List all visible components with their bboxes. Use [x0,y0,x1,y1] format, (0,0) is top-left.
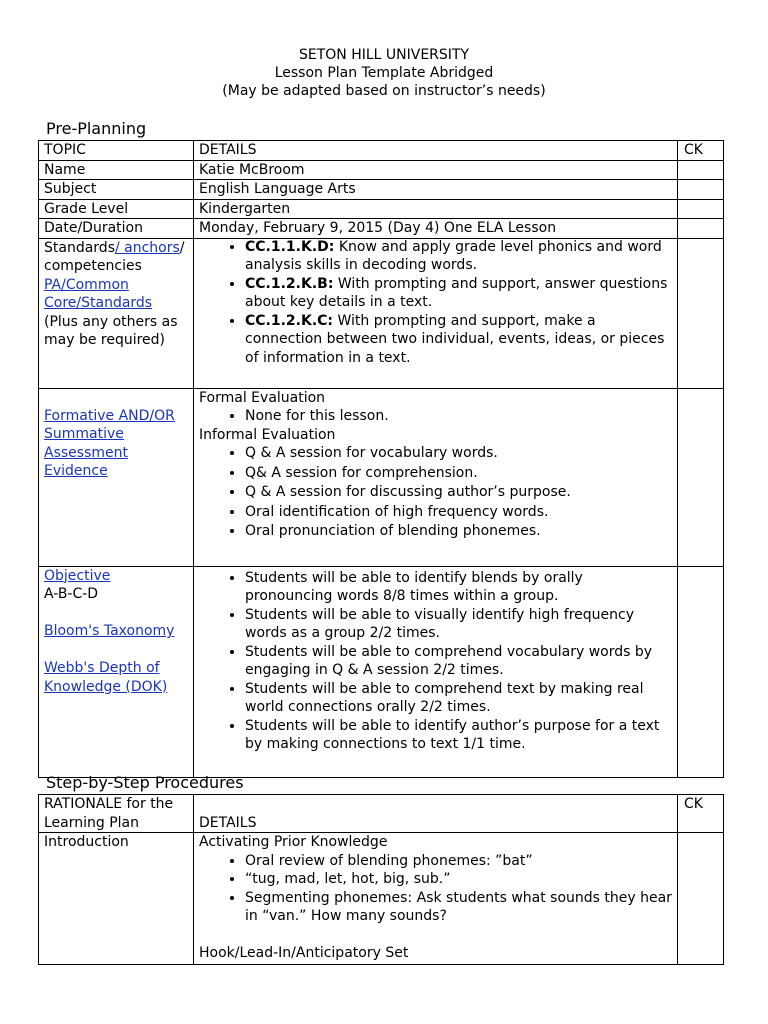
introduction-row [39,833,724,965]
assessment-details-cell [194,388,678,566]
objective-item: • Students will be able to identify blends by orally pronouncing words 8/8 times within a group. [245,569,672,606]
list-item: • Oral review of blending phonemes: ”bat” [245,852,672,871]
row-details: Katie McBroom [194,160,678,180]
objective-item: • Students will be able to comprehend text by making real world connections orally 2/2 times. [245,680,672,717]
preplanning-title: Pre-Planning [46,119,147,138]
list-item: • Q& A session for comprehension. [245,464,672,483]
hook-heading: Hook/Lead-In/Anticipatory Set [199,944,409,961]
objective-item: • Students will be able to visually identify high frequency words as a group 2/2 times. [245,606,672,643]
objective-label-cell [39,566,194,777]
competencies-label: competencies [44,258,142,274]
table-row [39,219,724,239]
preplanning-table [38,140,724,778]
template-title: Lesson Plan Template Abridged [274,65,494,81]
row-details: Kindergarten [194,199,678,219]
table-row [39,180,724,200]
row-details: English Language Arts [194,180,678,200]
table-row [39,199,724,219]
standard-item: • CC.1.2.K.C: With prompting and support, make a connection between two individual, events, ideas, or pieces of information in a text. [245,312,672,368]
procedures-table [38,794,724,965]
standard-item: • CC.1.2.K.B: With prompting and support, answer questions about key details in a text. [245,275,672,312]
ck-cell [678,160,724,180]
blooms-taxonomy-link[interactable]: Bloom's Taxonomy [44,623,175,639]
table-row [39,160,724,180]
document-header [0,46,768,100]
ck-header: CK [678,795,724,833]
row-topic: Name [39,160,194,180]
university-name: SETON HILL UNIVERSITY [298,47,470,63]
list-item: • Segmenting phonemes: Ask students what sounds they hear in “van.” How many sounds? [245,889,672,926]
row-topic: Grade Level [39,199,194,219]
ck-cell [678,833,724,965]
standard-item: • CC.1.1.K.D: Know and apply grade level phonics and word analysis skills in decoding words. [245,238,672,275]
standards-label: Standards [44,239,115,256]
slash-text: / [179,239,185,256]
introduction-details-cell [194,833,678,965]
activating-prior-knowledge-heading: Activating Prior Knowledge [199,834,388,850]
row-details: Monday, February 9, 2015 (Day 4) One ELA Lesson [194,219,678,239]
procedures-title: Step-by-Step Procedures [46,773,244,792]
list-item: • Q & A session for discussing author’s purpose. [245,483,672,502]
details-header: DETAILS [194,141,678,161]
standards-details-cell [194,238,678,388]
webbs-dok-link[interactable]: Webb's Depth of Knowledge (DOK) [44,660,168,695]
rationale-header: RATIONALE for the Learning Plan [39,795,194,833]
ck-cell [678,238,724,388]
plus-others-note: (Plus any others as may be required) [44,313,178,348]
ck-cell [678,566,724,777]
ck-cell [678,388,724,566]
common-core-link[interactable]: PA/Common Core/Standards [44,276,153,311]
objective-link[interactable]: Objective [44,567,111,584]
topic-header: TOPIC [39,141,194,161]
row-topic: Date/Duration [39,219,194,239]
informal-evaluation-heading: Informal Evaluation [199,426,336,443]
objective-item: • Students will be able to comprehend vocabulary words by engaging in Q & A session 2/2 times. [245,643,672,680]
row-topic: Subject [39,180,194,200]
ck-header: CK [678,141,724,161]
list-item: • “tug, mad, let, hot, big, sub.” [245,870,672,889]
table-header-row [39,141,724,161]
template-subtitle: (May be adapted based on instructor’s needs) [222,83,546,99]
introduction-label: Introduction [39,833,194,965]
table-header-row [39,795,724,833]
abcd-label: A-B-C-D [44,586,99,602]
list-item: • Q & A session for vocabulary words. [245,444,672,463]
objective-row [39,566,724,777]
objective-details-cell [194,566,678,777]
formal-evaluation-heading: Formal Evaluation [199,389,326,406]
assessment-row [39,388,724,566]
standards-label-cell [39,238,194,388]
standards-row [39,238,724,388]
anchors-link[interactable]: / anchors [114,239,180,256]
list-item: • Oral pronunciation of blending phonemes. [245,522,672,541]
list-item: • Oral identification of high frequency words. [245,503,672,522]
ck-cell [678,199,724,219]
assessment-label-cell [39,388,194,566]
objective-item: • Students will be able to identify author’s purpose for a text by making connections to text 1/1 time. [245,717,672,754]
ck-cell [678,219,724,239]
details-header: DETAILS [194,795,678,833]
assessment-link[interactable]: Formative AND/OR Summative Assessment Evidence [44,407,175,479]
ck-cell [678,180,724,200]
list-item: • None for this lesson. [245,407,672,426]
